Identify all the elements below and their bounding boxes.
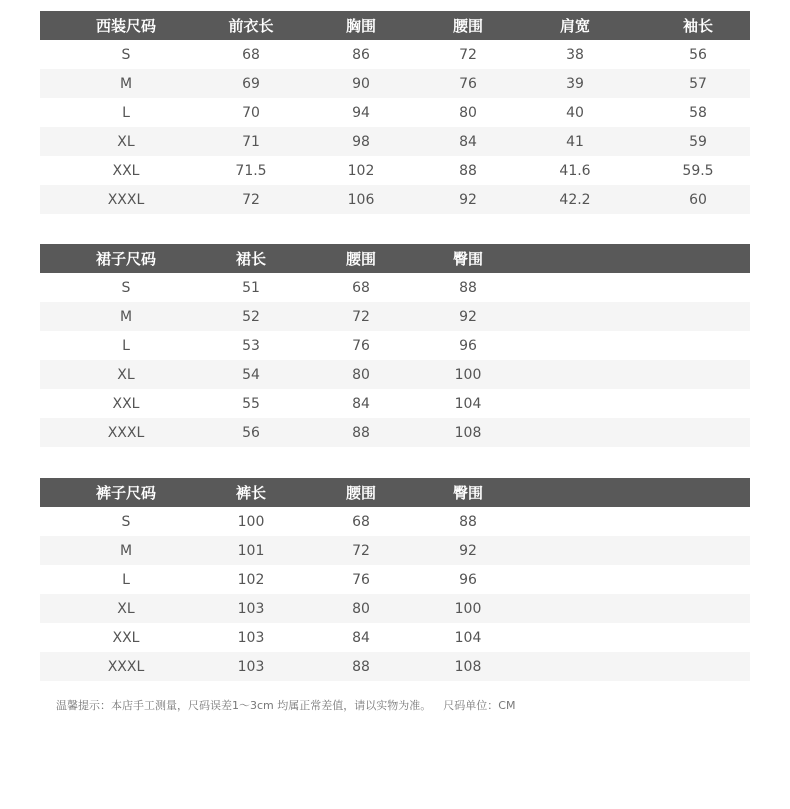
measurement-cell: 100: [432, 594, 504, 623]
size-label-cell: XL: [40, 594, 212, 623]
table-row: [40, 418, 750, 447]
size-label-cell: M: [40, 536, 212, 565]
column-header: 胸围: [290, 11, 432, 40]
measurement-cell: 92: [432, 302, 504, 331]
measurement-cell: 76: [290, 331, 432, 360]
measurement-cell: [646, 389, 750, 418]
measurement-cell: 68: [212, 40, 290, 69]
measurement-cell: 108: [432, 418, 504, 447]
measurement-cell: [504, 418, 646, 447]
measurement-cell: 57: [646, 69, 750, 98]
measurement-cell: 84: [290, 389, 432, 418]
column-header: 裙子尺码: [40, 244, 212, 273]
suit-size-table: [40, 11, 750, 214]
measurement-cell: 90: [290, 69, 432, 98]
measurement-cell: 71.5: [212, 156, 290, 185]
table-row: [40, 127, 750, 156]
measurement-cell: 88: [432, 273, 504, 302]
table-row: [40, 565, 750, 594]
column-header: 西装尺码: [40, 11, 212, 40]
size-unit-label: 尺码单位：CM: [443, 699, 516, 712]
measurement-cell: 100: [432, 360, 504, 389]
column-header: 前衣长: [212, 11, 290, 40]
measurement-cell: 80: [290, 360, 432, 389]
measurement-cell: [504, 652, 646, 681]
size-label-cell: L: [40, 331, 212, 360]
column-header: 裙长: [212, 244, 290, 273]
measurement-cell: [504, 389, 646, 418]
size-label-cell: L: [40, 565, 212, 594]
column-header: [504, 478, 646, 507]
table-header-row: [40, 11, 750, 40]
size-label-cell: S: [40, 507, 212, 536]
measurement-cell: 41: [504, 127, 646, 156]
measurement-cell: 104: [432, 389, 504, 418]
measurement-cell: 52: [212, 302, 290, 331]
measurement-cell: 84: [432, 127, 504, 156]
skirt-size-table: [40, 244, 750, 447]
measurement-cell: [646, 360, 750, 389]
table-row: [40, 69, 750, 98]
column-header: 袖长: [646, 11, 750, 40]
measurement-cell: 108: [432, 652, 504, 681]
measurement-cell: 40: [504, 98, 646, 127]
column-header: 腰围: [290, 478, 432, 507]
size-label-cell: XL: [40, 127, 212, 156]
measurement-cell: 103: [212, 652, 290, 681]
measurement-cell: 39: [504, 69, 646, 98]
measurement-cell: 70: [212, 98, 290, 127]
table-row: [40, 536, 750, 565]
measurement-cell: 102: [212, 565, 290, 594]
size-label-cell: M: [40, 302, 212, 331]
table-row: [40, 389, 750, 418]
table-header-row: [40, 478, 750, 507]
measurement-cell: 72: [212, 185, 290, 214]
measurement-cell: 51: [212, 273, 290, 302]
size-label-cell: M: [40, 69, 212, 98]
measurement-cell: 84: [290, 623, 432, 652]
measurement-cell: 80: [290, 594, 432, 623]
measurement-cell: 88: [290, 418, 432, 447]
column-header: [646, 478, 750, 507]
table-header-row: [40, 244, 750, 273]
measurement-cell: 72: [290, 536, 432, 565]
measurement-cell: 98: [290, 127, 432, 156]
measurement-cell: 101: [212, 536, 290, 565]
column-header: 裤长: [212, 478, 290, 507]
note-text: 温馨提示：本店手工测量，尺码误差1～3cm 均属正常差值，请以实物为准。: [56, 699, 432, 712]
size-label-cell: XXL: [40, 156, 212, 185]
table-row: [40, 156, 750, 185]
measurement-cell: 59.5: [646, 156, 750, 185]
table-row: [40, 360, 750, 389]
measurement-cell: 59: [646, 127, 750, 156]
measurement-cell: [646, 536, 750, 565]
measurement-cell: 71: [212, 127, 290, 156]
measurement-cell: 80: [432, 98, 504, 127]
measurement-cell: 42.2: [504, 185, 646, 214]
column-header: [646, 244, 750, 273]
measurement-cell: [646, 331, 750, 360]
column-header: [504, 244, 646, 273]
measurement-cell: 96: [432, 331, 504, 360]
measurement-cell: 72: [290, 302, 432, 331]
measurement-cell: 55: [212, 389, 290, 418]
measurement-cell: 104: [432, 623, 504, 652]
measurement-cell: 92: [432, 536, 504, 565]
measurement-cell: 88: [432, 507, 504, 536]
measurement-cell: 72: [432, 40, 504, 69]
measurement-cell: [646, 652, 750, 681]
table-row: [40, 273, 750, 302]
measurement-cell: 41.6: [504, 156, 646, 185]
measurement-cell: [646, 418, 750, 447]
size-label-cell: XXXL: [40, 652, 212, 681]
size-label-cell: XXXL: [40, 418, 212, 447]
measurement-cell: 58: [646, 98, 750, 127]
table-row: [40, 594, 750, 623]
measurement-cell: 106: [290, 185, 432, 214]
measurement-cell: [646, 594, 750, 623]
measurement-cell: 103: [212, 594, 290, 623]
measurement-cell: 54: [212, 360, 290, 389]
measurement-cell: [504, 594, 646, 623]
measurement-cell: 56: [646, 40, 750, 69]
measurement-cell: 56: [212, 418, 290, 447]
measurement-cell: [646, 565, 750, 594]
table-row: [40, 302, 750, 331]
measurement-cell: [646, 507, 750, 536]
measurement-cell: 88: [290, 652, 432, 681]
measurement-cell: [504, 273, 646, 302]
table-row: [40, 652, 750, 681]
measurement-cell: 88: [432, 156, 504, 185]
column-header: 臀围: [432, 478, 504, 507]
size-label-cell: XL: [40, 360, 212, 389]
size-label-cell: S: [40, 40, 212, 69]
table-row: [40, 331, 750, 360]
measurement-cell: 53: [212, 331, 290, 360]
measurement-cell: 100: [212, 507, 290, 536]
column-header: 裤子尺码: [40, 478, 212, 507]
measurement-cell: 96: [432, 565, 504, 594]
size-label-cell: XXL: [40, 389, 212, 418]
measurement-cell: [646, 302, 750, 331]
measurement-cell: 94: [290, 98, 432, 127]
column-header: 臀围: [432, 244, 504, 273]
measurement-cell: 69: [212, 69, 290, 98]
measurement-cell: 76: [290, 565, 432, 594]
measurement-cell: [504, 565, 646, 594]
table-row: [40, 40, 750, 69]
size-label-cell: XXXL: [40, 185, 212, 214]
measurement-cell: 103: [212, 623, 290, 652]
measurement-cell: [646, 273, 750, 302]
measurement-cell: [504, 507, 646, 536]
measurement-cell: [504, 360, 646, 389]
measurement-cell: 102: [290, 156, 432, 185]
measurement-cell: [504, 536, 646, 565]
measurement-cell: 60: [646, 185, 750, 214]
table-row: [40, 507, 750, 536]
column-header: 肩宽: [504, 11, 646, 40]
measurement-cell: 86: [290, 40, 432, 69]
measurement-cell: 76: [432, 69, 504, 98]
size-label-cell: L: [40, 98, 212, 127]
measurement-cell: 68: [290, 273, 432, 302]
measurement-cell: [504, 302, 646, 331]
measurement-cell: [504, 331, 646, 360]
table-row: [40, 98, 750, 127]
pants-size-table: [40, 478, 750, 681]
size-label-cell: S: [40, 273, 212, 302]
table-row: [40, 623, 750, 652]
column-header: 腰围: [290, 244, 432, 273]
measurement-cell: 92: [432, 185, 504, 214]
measurement-cell: [646, 623, 750, 652]
measurement-cell: [504, 623, 646, 652]
table-row: [40, 185, 750, 214]
column-header: 腰围: [432, 11, 504, 40]
measurement-cell: 38: [504, 40, 646, 69]
measurement-cell: 68: [290, 507, 432, 536]
measurement-note: [56, 697, 515, 713]
size-label-cell: XXL: [40, 623, 212, 652]
